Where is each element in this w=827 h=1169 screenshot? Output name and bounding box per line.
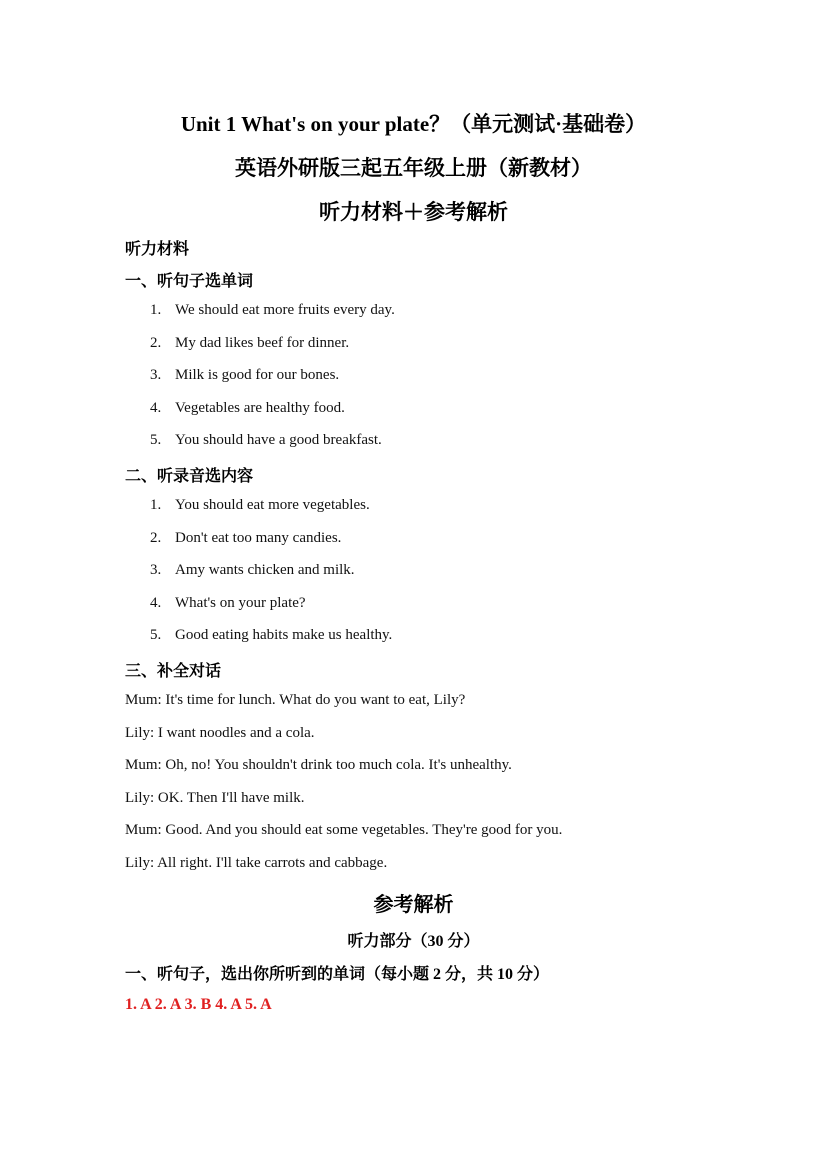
list-item	[150, 432, 382, 449]
item-number: 1.	[150, 497, 162, 513]
reference-heading: 参考解析	[373, 894, 454, 916]
list-item	[150, 530, 341, 547]
item-text: Vegetables are healthy food.	[175, 400, 345, 416]
document-subtitle: 英语外研版三起五年级上册（新教材）	[235, 156, 592, 180]
dialogue-line: Lily: All right. I'll take carrots and cabbage.	[125, 855, 388, 871]
list-item	[150, 627, 392, 644]
item-text: What's on your plate?	[175, 595, 306, 611]
item-number: 2.	[150, 530, 162, 546]
item-text: You should eat more vegetables.	[175, 497, 370, 513]
dialogue-line: Lily: OK. Then I'll have milk.	[125, 790, 305, 806]
item-text: Milk is good for our bones.	[175, 367, 340, 383]
document-title: Unit 1 What's on your plate？（单元测试·基础卷）	[180, 112, 647, 136]
list-item	[150, 400, 345, 417]
document-section-title: 听力材料＋参考解析	[319, 200, 508, 224]
list-item	[150, 497, 370, 514]
item-number: 1.	[150, 302, 162, 318]
item-number: 3.	[150, 562, 162, 578]
item-text: You should have a good breakfast.	[175, 432, 382, 448]
list-item	[150, 335, 349, 352]
item-text: Good eating habits make us healthy.	[175, 627, 393, 643]
list-item	[150, 562, 355, 579]
item-text: Don't eat too many candies.	[175, 530, 342, 546]
item-number: 5.	[150, 432, 162, 448]
dialogue-line: Mum: Oh, no! You shouldn't drink too much cola. It's unhealthy.	[125, 757, 512, 773]
reference-part1-heading: 一、听句子，选出你所听到的单词（每小题 2 分，共 10 分）	[125, 966, 550, 983]
item-number: 5.	[150, 627, 162, 643]
item-number: 2.	[150, 335, 162, 351]
list-item	[150, 302, 395, 319]
listening-label: 听力材料	[125, 241, 190, 258]
section3-heading: 三、补全对话	[125, 663, 222, 680]
item-number: 4.	[150, 400, 162, 416]
item-number: 3.	[150, 367, 162, 383]
item-text: My dad likes beef for dinner.	[175, 335, 350, 351]
dialogue-line: Lily: I want noodles and a cola.	[125, 725, 315, 741]
reference-subheading: 听力部分（30 分）	[347, 933, 480, 950]
list-item	[150, 367, 339, 384]
list-item	[150, 595, 306, 612]
item-text: Amy wants chicken and milk.	[175, 562, 355, 578]
item-number: 4.	[150, 595, 162, 611]
answer-key: 1. A 2. A 3. B 4. A 5. A	[125, 996, 272, 1013]
item-text: We should eat more fruits every day.	[175, 302, 395, 318]
section2-heading: 二、听录音选内容	[125, 468, 254, 485]
section1-heading: 一、听句子选单词	[125, 273, 254, 290]
dialogue-line: Mum: It's time for lunch. What do you want to eat, Lily?	[125, 692, 466, 708]
dialogue-line: Mum: Good. And you should eat some vegetables. They're good for you.	[125, 822, 563, 838]
